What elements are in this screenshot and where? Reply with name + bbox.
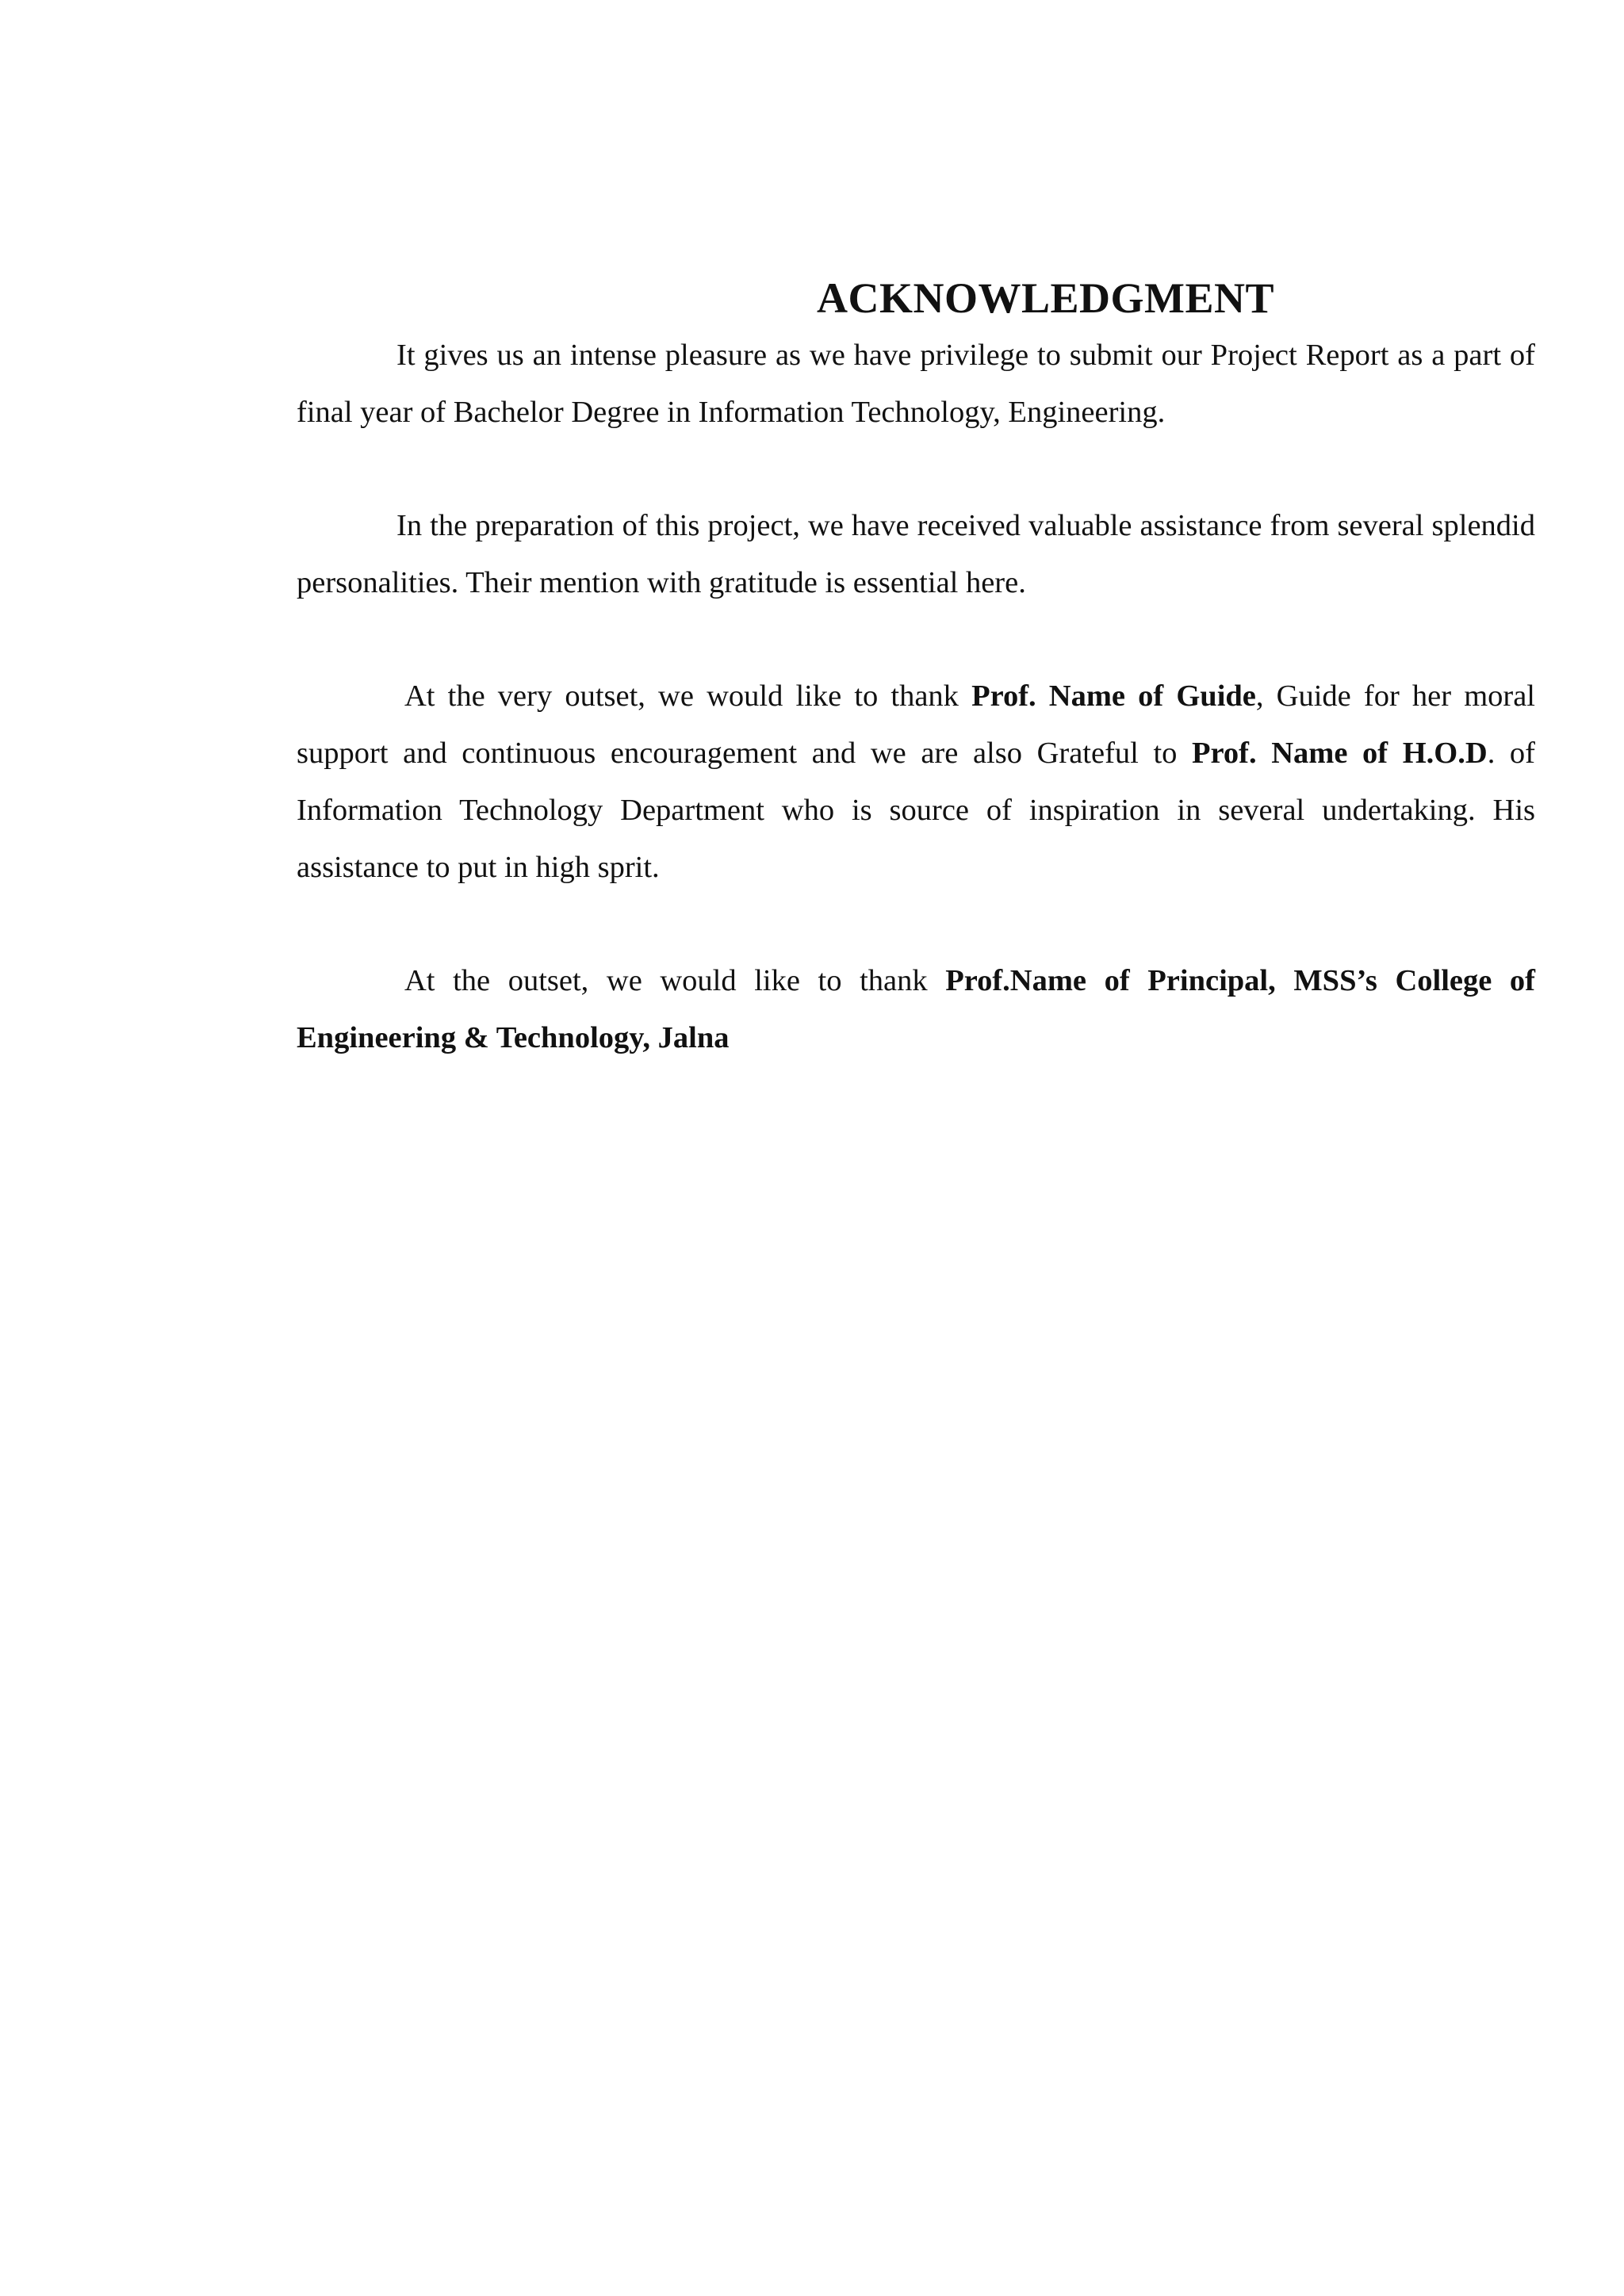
hod-name: Prof. Name of H.O.D: [1192, 737, 1488, 770]
principal-name: Prof.Name of Principal, MSS’s College of Engineering & Technology, Jalna: [297, 964, 1535, 1054]
paragraph-1: It gives us an intense pleasure as we have privilege to submit our Project Report as a part of final year of Bachelor Degree in Information Technology, Engineering.: [297, 339, 1535, 429]
page-title: ACKNOWLEDGMENT: [817, 274, 1275, 322]
paragraph-3-text-2: , Guide for her moral support and continuous encouragement and we are also Grateful to: [297, 679, 1535, 770]
paragraph-4: [297, 952, 1535, 1066]
guide-name: Prof. Name of Guide: [971, 679, 1256, 713]
paragraph-3-text-1: At the very outset, we would like to thank: [404, 679, 972, 713]
paragraph-3-text-3: . of Information Technology Department who is source of inspiration in several undertaking. His assistance to put in high sprit.: [297, 737, 1535, 884]
paragraph-3: [297, 668, 1535, 896]
paragraph-4-text-1: At the outset, we would like to thank: [404, 964, 946, 997]
acknowledgment-section: [297, 270, 1535, 1066]
paragraph-2: In the preparation of this project, we have received valuable assistance from several splendid personalities. Their mention with gratitude is essential here.: [297, 509, 1535, 599]
